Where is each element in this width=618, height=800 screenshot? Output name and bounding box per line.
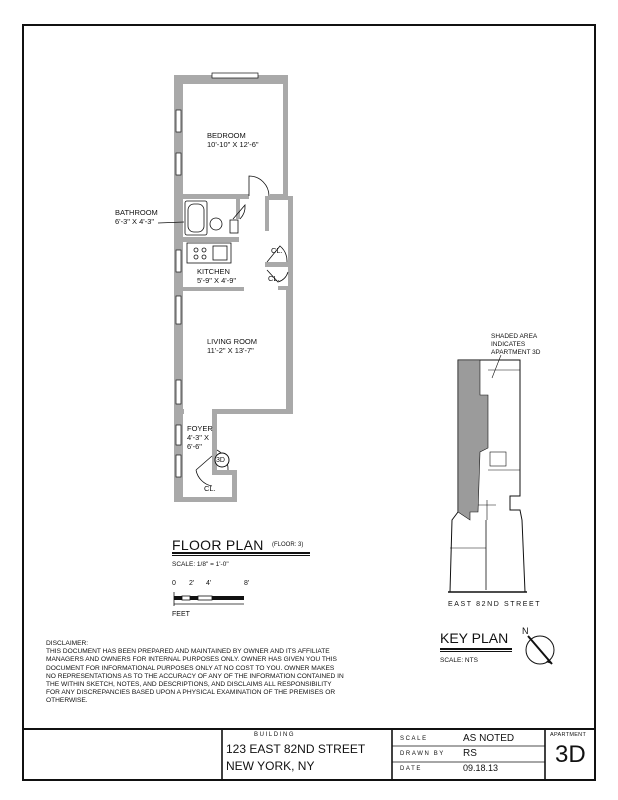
key-plan-drawing: [448, 355, 527, 592]
bedroom-bottom-wall-left: [174, 194, 249, 199]
key-plan-note-3: APARTMENT 3D: [491, 349, 541, 356]
drawn-by-value: RS: [463, 748, 477, 759]
living-room-dims: 11'-2" X 13'-7": [207, 346, 254, 355]
key-plan-rule-thin: [440, 651, 512, 652]
living-right-wall: [286, 287, 293, 414]
disclaimer-body: THIS DOCUMENT HAS BEEN PREPARED AND MAINTAINED BY OWNER AND ITS AFFILIATE MANAGERS AND OWNERS FOR INTERNAL PURPOSES ONLY. OWNER HAS GIVEN YOU THIS DOCUMENT FOR INFORMATIONAL PURPOSES ONLY AT NO COST TO YOU. OWNER MAKES NO REPRESENTATIONS AS TO THE ACCURACY OF ANY OF THE INFORMATION CONTAINED IN THE WITHIN SKETCH, NOTES, AND DESCRIPTIONS, AND DISCLAIMS ALL RESPONSIBILITY FOR ANY DISCREPANCIES BASED UPON A PHYSICAL EXAMINATION OF THE PREMISES OR OTHERWISE.: [46, 648, 344, 705]
scale-tick-2: 2': [189, 580, 195, 587]
foyer-dims-1: 4'-3" X: [187, 433, 210, 442]
foyer-right-wall: [212, 409, 217, 475]
key-plan-scale: SCALE: NTS: [440, 657, 478, 664]
living-bottom-left: [174, 409, 184, 414]
kitchen-dims: 5'-9" X 4'-9": [197, 276, 237, 285]
bath-right-wall-top: [236, 199, 240, 219]
closet-inner-wall: [265, 196, 269, 231]
floor-plan-rule-thin: [172, 555, 310, 556]
title-block: [22, 729, 596, 781]
closet-top-wall: [265, 196, 293, 200]
bedroom-dims: 10'-10" X 12'-6": [207, 140, 259, 149]
bathroom-dims: 6'-3" X 4'-3": [115, 217, 155, 226]
scale-tick-8: 8': [244, 580, 250, 587]
street-label: EAST 82ND STREET: [448, 601, 542, 608]
scale-tick-4: 4': [206, 580, 212, 587]
key-plan-note: [491, 333, 540, 357]
living-room-name: LIVING ROOM: [207, 337, 258, 346]
north-label: N: [522, 626, 529, 636]
key-plan-rule: [440, 648, 512, 650]
bottom-wall: [174, 497, 237, 502]
scale-value: AS NOTED: [463, 733, 515, 744]
bath-bottom-wall: [174, 237, 239, 242]
scale-bar: [174, 592, 244, 606]
living-bottom-wall: [216, 409, 293, 414]
closet-label-2: CL.: [268, 274, 280, 283]
bedroom-right-wall: [283, 75, 288, 198]
apartment-value: 3D: [555, 741, 586, 768]
closet-label-1: CL.: [271, 246, 283, 255]
key-plan-note-2: INDICATES: [491, 341, 526, 348]
closet-right-wall: [288, 196, 293, 290]
address-line-1: 123 EAST 82ND STREET: [226, 742, 366, 756]
apartment-label: APARTMENT: [550, 732, 587, 738]
floor-plan-scale: SCALE: 1/8" = 1'-0": [172, 561, 229, 568]
address-line-2: NEW YORK, NY: [226, 759, 315, 773]
scale-unit: FEET: [172, 611, 190, 618]
kitchen-name: KITCHEN: [197, 267, 230, 276]
closet-divider: [265, 262, 293, 267]
date-label: DATE: [400, 766, 422, 772]
bathroom-fixtures: [185, 201, 238, 235]
scale-tick-0: 0: [172, 580, 176, 587]
floor-plan-floor: (FLOOR: 3): [272, 542, 304, 548]
scale-label: SCALE: [400, 736, 428, 742]
key-plan-title: KEY PLAN: [440, 630, 509, 646]
floor-plan-title: FLOOR PLAN: [172, 537, 264, 553]
foyer-name: FOYER: [187, 424, 213, 433]
foyer-dims-2: 6'-6": [187, 442, 202, 451]
drawn-by-label: DRAWN BY: [400, 751, 445, 757]
closet-label-3: CL.: [204, 484, 216, 493]
bedroom-name: BEDROOM: [207, 131, 246, 140]
floor-plan-rule: [172, 552, 310, 554]
north-arrow: [526, 636, 554, 664]
unit-tag: 3D: [216, 457, 225, 464]
disclaimer: [46, 640, 346, 706]
building-label: BUILDING: [254, 732, 296, 738]
bathroom-name: BATHROOM: [115, 208, 158, 217]
kitchen-bottom-wall: [174, 287, 244, 291]
date-value: 09.18.13: [463, 763, 499, 773]
disclaimer-heading: DISCLAIMER:: [46, 640, 89, 647]
key-plan-note-1: SHADED AREA: [491, 333, 538, 340]
kitchen-fixtures: [187, 243, 231, 263]
